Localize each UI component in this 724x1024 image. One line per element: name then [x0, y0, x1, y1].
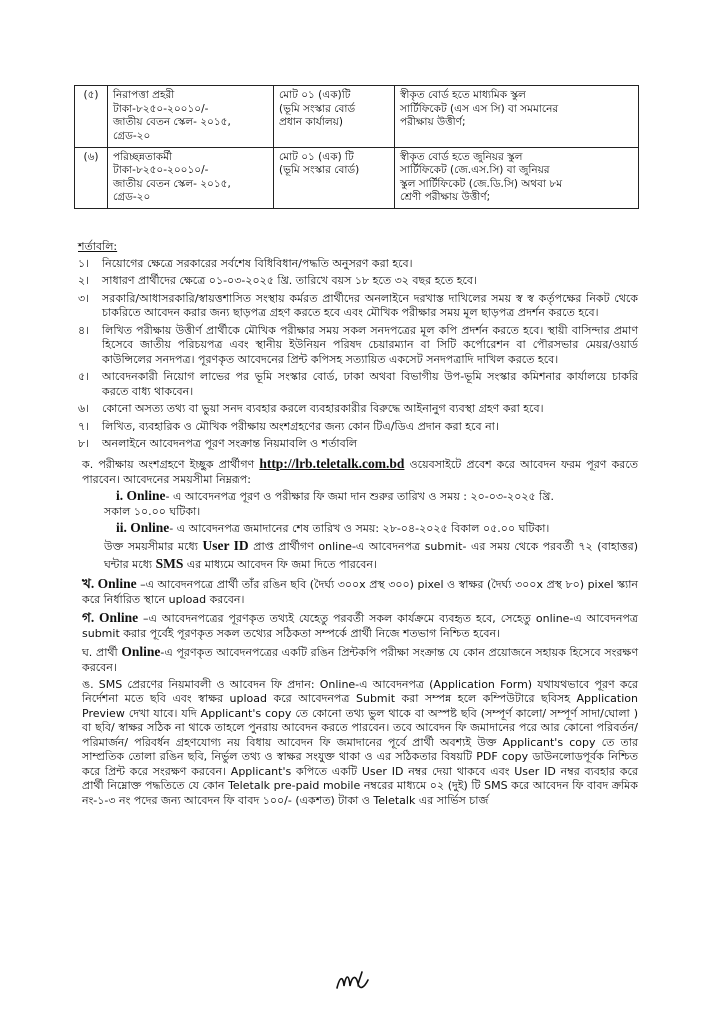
- condition-text: কোনো অসত্য তথ্য বা ভুয়া সনদ ব্যবহার করলে ব্যবহারকারীর বিরুদ্ধে আইনানুগ ব্যবস্থা গ্রহণ করা হবে।: [102, 402, 544, 416]
- cell-line: সার্টিফিকেট (এস এস সি) বা সমমানের: [400, 102, 559, 115]
- online-rule-gha: [78, 643, 638, 675]
- rule-ka-prefix: ক. পরীক্ষায় অংশগ্রহণে ইচ্ছুক প্রার্থীগণ: [82, 457, 260, 471]
- deadline-start-text: - এ আবেদনপত্র পূরণ ও পরীক্ষার ফি জমা দান শুরুর তারিখ ও সময় : ২০-০৩-২০২৫ খ্রি.: [165, 490, 554, 504]
- cell-qualification: [395, 86, 639, 148]
- cell-line: (ভূমি সংস্কার বোর্ড: [279, 102, 356, 115]
- cell-no: (৫): [75, 86, 108, 148]
- fee-note-prefix: উক্ত সময়সীমার মধ্যে: [104, 540, 203, 554]
- conditions-list: [78, 257, 638, 452]
- cell-line: শ্রেণী পরীক্ষায় উত্তীর্ণ;: [400, 191, 491, 204]
- condition-number: ৬।: [78, 402, 90, 416]
- cell-line: জাতীয় বেতন স্কেল- ২০১৫,: [113, 177, 231, 190]
- online-rule-uma: ঙ. SMS প্রেরণের নিয়মাবলী ও আবেদন ফি প্রদান: Online-এ আবেদনপত্র (Application Form) যথাযথভাবে পূরণ করে নির্দেশনা মতে ছবি এবং স্বাক্ষর upload করে আবেদনপত্র Submit করা সম্পন্ন হলে কম্পিউটারে ছবিসহ Application Preview দেখা যাবে। যদি Applicant's copy তে কোনো তথ্য ভুল থাকে বা অস্পষ্ট ছবি (সম্পূর্ণ কালো/ সম্পূর্ণ সাদা/ঘোলা ) বা ছবি/ স্বাক্ষর সঠিক না থাকে তাহলে পুনরায় আবেদন করতে পারবেন। তবে আবেদন ফি জমাদানের পরে আর কোনো পরিবর্তন/পরিমার্জন/ পরিবর্ধন গ্রহণযোগ্য নয় বিধায় আবেদন ফি জমাদানের পূর্বে প্রার্থী অবশ্যই উক্ত Applicant's copy তে তার সাম্প্রতিক তোলা রঙিন ছবি, নির্ভুল তথ্য ও স্বাক্ষর সংযুক্ত থাকা ও এর সঠিকতার বিষয়টি PDF copy ডাউনলোডপূর্বক নিশ্চিত করে প্রিন্ট করে সংরক্ষণ করবেন। Applicant's কপিতে একটি User ID নম্বর দেয়া থাকবে এবং User ID নম্বর ব্যবহার করে প্রার্থী নিম্নোক্ত পদ্ধতিতে যে কোন Teletalk pre-paid mobile নম্বরের মাধ্যমে ০২ (দুই) টি SMS করে আবেদন ফি বাবদ ক্রমিক নং-১-৩ নং পদের জন্য আবেদন ফি বাবদ ১০০/- (একশত) টাকা ও Teletalk এর সার্ভিস চার্জ: [82, 677, 638, 807]
- condition-text: সরকারি/আধাসরকারি/স্বায়ত্তশাসিত সংস্থায় কর্মরত প্রার্থীদের অনলাইনে দরখাস্ত দাখিলের সময় স্ব স্ব কর্তৃপক্ষের নিকট থেকে চাকরিতে আবেদন করার জন্য ছাড়পত্র গ্রহণ করতে হবে এবং মৌখিক পরীক্ষার সময় মূল ছাড়পত্র প্রদর্শন করতে হবে।: [102, 291, 638, 320]
- condition-number: ৪।: [78, 323, 90, 337]
- condition-item: [78, 324, 638, 368]
- condition-text: নিয়োগের ক্ষেত্রে সরকারের সর্বশেষ বিধিবিধান/পদ্ধতি অনুসরণ করা হবে।: [102, 256, 413, 270]
- cell-no: (৬): [75, 147, 108, 209]
- condition-text: আবেদনকারী নিয়োগ লাভের পর ভূমি সংস্কার বোর্ড, ঢাকা অথবা বিভাগীয় উপ-ভূমি সংস্কার কমিশনার কার্যালয়ে চাকরি করতে বাধ্য থাকবেন।: [102, 370, 638, 398]
- rule-kha-text: –এ আবেদনপত্রে প্রার্থী তাঁর রঙিন ছবি (দৈর্ঘ্য ৩০০x প্রস্থ ৩০০) pixel ও স্বাক্ষর (দৈর্ঘ্য ৩০০x প্রস্থ ৮০) pixel স্ক্যান করে নির্ধারিত স্থানে upload করবেন।: [82, 577, 638, 606]
- cell-line: সার্টিফিকেট (জে.এস.সি) বা জুনিয়র: [400, 164, 550, 177]
- posts-table-body: [75, 86, 639, 209]
- cell-qualification: [395, 147, 639, 209]
- condition-item: [78, 274, 638, 289]
- condition-number: ২।: [78, 274, 90, 288]
- cell-line: গ্রেড-২০: [113, 129, 151, 142]
- cell-line: নিরাপত্তা প্রহরী: [113, 89, 175, 101]
- cell-line: গ্রেড-২০: [113, 191, 151, 204]
- cell-line: স্কুল সার্টিফিকেট (জে.ডি.সি) অথবা ৮ম: [400, 177, 563, 190]
- cell-line: জাতীয় বেতন স্কেল- ২০১৫,: [113, 116, 231, 129]
- rule-ga-label: গ. Online: [82, 610, 139, 626]
- fee-note-user-id: User ID: [202, 538, 249, 554]
- cell-name: [108, 147, 274, 209]
- condition-number: ১।: [78, 256, 90, 270]
- cell-line: (ভূমি সংস্কার বোর্ড): [279, 164, 360, 177]
- condition-item: [78, 292, 638, 321]
- deadline-start-label: i. Online: [116, 488, 166, 504]
- deadline-end-label: ii. Online: [116, 520, 170, 536]
- rule-gha-prefix: ঘ. প্রার্থী: [82, 646, 122, 660]
- rule-kha-label: খ. Online: [82, 575, 137, 591]
- table-row: [75, 86, 639, 148]
- condition-text: লিখিত পরীক্ষায় উত্তীর্ণ প্রার্থীকে মৌখিক পরীক্ষার সময় সকল সনদপত্রের মূল কপি প্রদর্শন করতে হবে। স্থায়ী বাসিন্দার প্রমাণ হিসেবে জাতীয় পরিচয়পত্র এবং স্থানীয় ইউনিয়ন পরিষদ চেয়ারম্যান বা সিটি কর্পোরেশন বা পৌরসভার মেয়র/ওয়ার্ড কাউন্সিলের সনদপত্র। পূরণকৃত আবেদনের প্রিন্ট কপিসহ সত্যায়িত একসেট সনদপত্রাদি দাখিল করতে হবে।: [102, 323, 638, 366]
- teletalk-url-link[interactable]: http://lrb.teletalk.com.bd: [259, 455, 405, 471]
- signature-mark: [334, 966, 374, 996]
- cell-line: মোট ০১ (এক)টি: [279, 89, 351, 101]
- rule-gha-text: -এ পূরণকৃত আবেদনপত্রের একটি রঙিন প্রিন্টকপি পরীক্ষা সংক্রান্ত যে কোন প্রয়োজনে সহায়ক হিসেবে সংরক্ষণ করবেন।: [82, 646, 638, 675]
- condition-item: [78, 437, 638, 452]
- online-rule-ka: [78, 455, 638, 487]
- rule-ka-text: ওয়েবসাইটে প্রবেশ করে আবেদন ফরম পূরণ করতে পারবেন। আবেদনের সময়সীমা নিম্নরূপ:: [82, 457, 638, 486]
- online-deadline-start: [78, 487, 638, 505]
- cell-name: [108, 86, 274, 148]
- cell-line: স্বীকৃত বোর্ড হতে জুনিয়র স্কুল: [400, 150, 523, 163]
- cell-line: মোট ০১ (এক) টি: [279, 150, 354, 163]
- conditions-section: [78, 240, 638, 808]
- cell-line: প্রধান কার্যালয়): [279, 116, 343, 129]
- condition-text: লিখিত, ব্যবহারিক ও মৌখিক পরীক্ষায় অংশগ্রহণের জন্য কোন টিএ/ডিএ প্রদান করা হবে না।: [102, 419, 499, 433]
- condition-item: [78, 420, 638, 435]
- cell-line: টাকা-৮২৫০-২০০১০/-: [113, 102, 209, 115]
- online-rule-ga: [78, 609, 638, 641]
- fee-note-middle: প্রাপ্ত প্রার্থীগণ online-এ আবেদনপত্র submit- এর সময় থেকে পরবর্তী ৭২ (বাহাত্তর) ঘন্টার মধ্যে: [104, 540, 638, 571]
- rule-gha-online: Online: [121, 644, 161, 660]
- online-deadline-end: [78, 519, 638, 537]
- cell-count: [274, 147, 395, 209]
- condition-number: ৮।: [78, 437, 90, 451]
- rule-ga-text: –এ আবেদনপত্রের পূরণকৃত তথ্যই যেহেতু পরবর্তী সকল কার্যক্রমে ব্যবহৃত হবে, সেহেতু online-এ আবেদনপত্র submit করার পূর্বেই পূরণকৃত সকল তথ্যের সঠিকতা সম্পর্কে প্রার্থী নিজে শতভাগ নিশ্চিত হবেন।: [82, 612, 638, 640]
- cell-line: পরীক্ষায় উত্তীর্ণ;: [400, 116, 466, 129]
- fee-note-sms: SMS: [155, 555, 184, 571]
- posts-table: [74, 85, 639, 209]
- cell-count: [274, 86, 395, 148]
- condition-item: [78, 257, 638, 272]
- condition-text: অনলাইনে আবেদনপত্র পূরণ সংক্রান্ত নিয়মাবলি ও শর্তাবলি: [102, 437, 358, 451]
- table-row: [75, 147, 639, 209]
- deadline-end-text: - এ আবেদনপত্র জমাদানের শেষ তারিখ ও সময়: ২৮-০৪-২০২৫ বিকাল ০৫.০০ ঘটিকা।: [169, 522, 550, 536]
- condition-item: [78, 370, 638, 399]
- cell-line: পরিচ্ছন্নতাকর্মী: [113, 150, 172, 163]
- condition-text: সাধারণ প্রার্থীদের ক্ষেত্রে ০১-০৩-২০২৫ খ্রি. তারিখে বয়স ১৮ হতে ৩২ বছর হতে হবে।: [102, 274, 477, 288]
- conditions-title: শর্তাবলি:: [78, 240, 118, 253]
- condition-number: ৩।: [78, 291, 90, 305]
- cell-line: টাকা-৮২৫০-২০০১০/-: [113, 164, 209, 177]
- condition-number: ৫।: [78, 370, 90, 384]
- online-deadline-start-time: সকাল ১০.০০ ঘটিকা।: [104, 504, 201, 518]
- fee-note-suffix: এর মাধ্যমে আবেদন ফি জমা দিতে পারবেন।: [183, 557, 377, 571]
- condition-item: [78, 402, 638, 417]
- condition-number: ৭।: [78, 419, 90, 433]
- cell-line: স্বীকৃত বোর্ড হতে মাধ্যমিক স্কুল: [400, 89, 526, 101]
- online-rule-kha: [78, 575, 638, 607]
- online-fee-note: [78, 537, 638, 573]
